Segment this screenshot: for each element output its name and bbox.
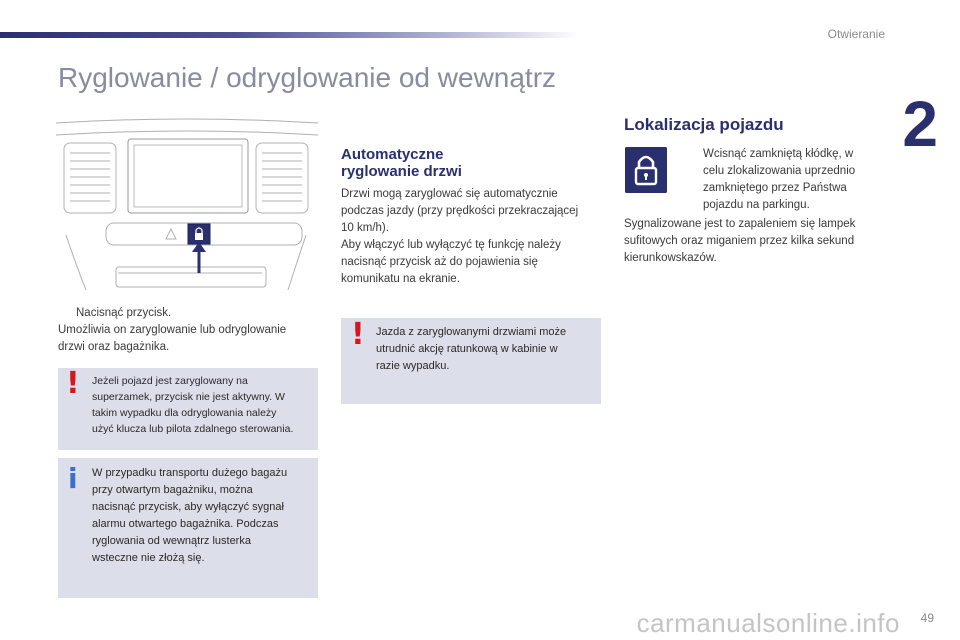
auto-lock-heading: Automatyczne ryglowanie drzwi [341,146,462,180]
left-info-text: W przypadku transportu dużego bagażu przy otwartym bagażniku, można nacisnąć przycisk, aby wyłączyć sygnał alarmu otwartego bagażnika. Podczas ryglowania od wewnątrz lusterka wsteczne nie złożą się. [92,467,288,564]
header-gradient-bar [0,32,580,38]
left-warning-text: Jeżeli pojazd jest zaryglowany na superzamek, przycisk nie jest aktywny. W takim wypadku dla odryglowania należy użyć klucza lub pilota zdalnego sterowania. [92,375,294,435]
chapter-number: 2 [902,88,938,160]
page-title: Ryglowanie / odryglowanie od wewnątrz [58,62,557,93]
locate-vehicle-heading: Lokalizacja pojazdu [624,115,784,134]
locate-vehicle-paragraph: Sygnalizowane jest to zapaleniem się lampek sufitowych oraz miganiem przez kilka sekund kierunkowskazów. [624,218,856,264]
left-instruction: Nacisnąć przycisk. [76,307,172,319]
section-title: Otwieranie [827,27,885,41]
auto-lock-paragraph: Drzwi mogą zaryglować się automatycznie podczas jazdy (przy prędkości przekraczającej 10 km/h). Aby włączyć lub wyłączyć tę funkcję należy nacisnąć przycisk aż do pojawienia się komunikatu na ekranie. [341,188,579,285]
closed-padlock-icon [625,147,667,193]
watermark: carmanualsonline.info [636,608,900,638]
middle-warning-text: Jazda z zaryglowanymi drzwiami może utrudnić akcję ratunkową w kabinie w razie wypadku. [376,326,567,372]
info-icon: i [68,462,78,495]
locate-vehicle-bullet: Wcisnąć zamkniętą kłódkę, w celu zlokalizowania uprzednio zamkniętego przez Państwa pojazdu na parkingu. [703,148,856,211]
left-instruction-block [58,305,318,356]
page-number: 49 [920,611,934,625]
warning-icon: ! [66,366,80,401]
left-description-line: Umożliwia on zaryglowanie lub odryglowanie [58,324,287,336]
dashboard-illustration [56,115,318,290]
left-description-line: drzwi oraz bagażnika. [58,341,170,353]
warning-icon: ! [351,317,365,352]
